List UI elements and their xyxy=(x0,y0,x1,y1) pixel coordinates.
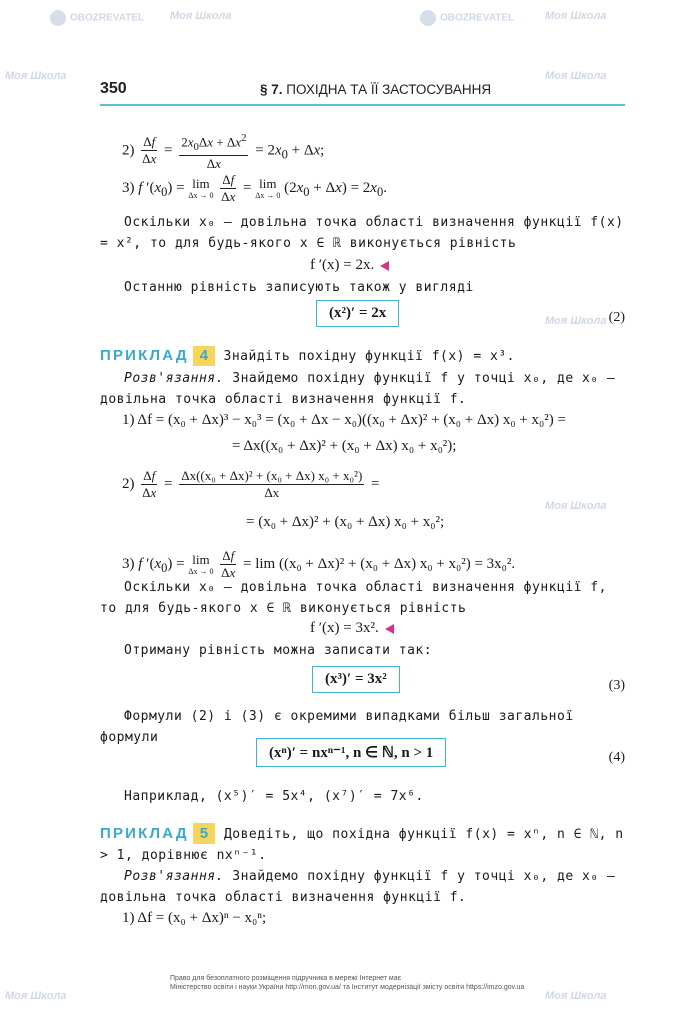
watermark-text: OBOZREVATEL xyxy=(440,12,515,24)
ex4-step-1b: = Δx((x₀ + Δx)² + (x₀ + Δx) x₀ + x₀²); xyxy=(232,438,457,454)
example-5-heading xyxy=(100,823,625,866)
paragraph-6: Наприклад, (x⁵)′ = 5x⁴, (x⁷)′ = 7x⁶. xyxy=(124,789,424,804)
example-label: ПРИКЛАД xyxy=(100,825,189,842)
ex5-step-1: 1) Δf = (x₀ + Δx)ⁿ − x₀ⁿ; xyxy=(122,910,267,926)
watermark-text: Моя Школа xyxy=(545,315,607,327)
section-number: § 7. xyxy=(260,82,283,97)
example-task: Доведіть, що похідна функції f(x) = xⁿ, n ∈ ℕ, n > 1, дорівнює nxⁿ⁻¹. xyxy=(100,827,624,863)
ex4-step-1a: 1) Δf = (x₀ + Δx)³ − x₀³ = (x₀ + Δx − x₀)((x₀ + Δx)² + (x₀ + Δx) x₀ + x₀²) = xyxy=(122,412,566,428)
step-2-formula: 2) $\frac{\Delta f}{\Delta x}$ = $\frac{2x_0\Delta x + \Delta x^2}{\Delta x}$ = $2x_0 + \Delta x$; xyxy=(122,132,325,171)
end-of-solution-icon xyxy=(380,261,389,271)
paragraph-1: Оскільки x₀ — довільна точка області визначення функції f(x) = x², то для будь-якого x ∈ ℝ виконується рівність xyxy=(100,215,624,251)
fraction-denominator: Δx xyxy=(264,485,280,500)
result-text: f ′(x) = 2x. xyxy=(310,257,375,273)
watermark-text: Моя Школа xyxy=(545,500,607,512)
solution-text: Знайдемо похідну функції f у точці x₀, де x₀ — довільна точка області визначення функції f. xyxy=(100,869,616,905)
solution-label: Розв'язання. xyxy=(124,371,224,386)
obozrevatel-logo-icon xyxy=(50,10,66,26)
formula-2-number: (2) xyxy=(608,310,625,325)
result-2 xyxy=(310,618,394,638)
example-number: 4 xyxy=(193,346,215,366)
paragraph-4: Отриману рівність можна записати так: xyxy=(124,643,433,658)
watermark-text: Моя Школа xyxy=(545,10,607,22)
paragraph-2: Останню рівність записують також у вигляді xyxy=(124,280,474,295)
formula-4-number: (4) xyxy=(608,750,625,765)
step-label: 2) xyxy=(122,475,135,492)
paragraph-3: Оскільки x₀ — довільна точка області визначення функції f, то для будь-якого x ∈ ℝ виконується рівність xyxy=(100,580,607,616)
step-label: 2) xyxy=(122,142,135,159)
page-header xyxy=(100,80,625,106)
watermark-logo xyxy=(420,10,514,26)
footer-line: Міністерство освіти і науки України http://mon.gov.ua/ та Інститут модернізації змісту освіти https://imzo.gov.ua xyxy=(170,984,525,991)
step-3-formula: 3) f $'(x_0) = \lim$ Δx → 0 $\frac{\Delta f}{\Delta x}$ = lim Δx → 0 $(2x_0 + \Delta x) = 2x_0$. xyxy=(122,172,387,204)
formula-3-box: (x³)′ = 3x² xyxy=(312,666,400,693)
watermark-text: Моя Школа xyxy=(170,10,232,22)
paragraph-5: Формули (2) і (3) є окремими випадками більш загальної формули xyxy=(100,709,574,745)
example-4-heading xyxy=(100,346,515,367)
formula-4-box: (xⁿ)′ = nxⁿ⁻¹, n ∈ ℕ, n > 1 xyxy=(256,738,446,767)
solution-label: Розв'язання. xyxy=(124,869,224,884)
example-label: ПРИКЛАД xyxy=(100,347,189,364)
watermark-logo xyxy=(50,10,144,26)
page-number: 350 xyxy=(100,80,127,97)
formula-3-number: (3) xyxy=(608,678,625,693)
footer-line: Право для безоплатного розміщення підручника в мережі Інтернет має xyxy=(170,975,402,982)
fraction-numerator: Δx((x₀ + Δx)² + (x₀ + Δx) x₀ + x₀²) xyxy=(181,468,363,483)
ex4-step-2a: 2) $\frac{\Delta f}{\Delta x}$ = $\frac{\text{Δx((x₀ + Δx)² + (x₀ + Δx) x₀ + x₀²)}}{\Delta x}$ = xyxy=(122,468,380,500)
solution-4 xyxy=(100,368,625,410)
section-name: ПОХІДНА ТА ЇЇ ЗАСТОСУВАННЯ xyxy=(286,82,492,97)
solution-text: Знайдемо похідну функції f у точці x₀, де x₀ — довільна точка області визначення функції f. xyxy=(100,371,616,407)
solution-5 xyxy=(100,866,625,908)
end-of-solution-icon xyxy=(385,624,394,634)
ex4-step-2b: = (x₀ + Δx)² + (x₀ + Δx) x₀ + x₀²; xyxy=(246,514,445,530)
watermark-text: Моя Школа xyxy=(5,70,67,82)
ex4-step-3: 3) f $'(x_0) = \lim$ Δx → 0 $\frac{\Delta f}{\Delta x}$ = lim ((x₀ + Δx)² + (x₀ + Δx) x₀ + x₀²) = 3x₀². xyxy=(122,548,516,580)
formula-2-box: (x²)′ = 2x xyxy=(316,300,399,327)
watermark-text: Моя Школа xyxy=(545,70,607,82)
step-3-rhs: = lim ((x₀ + Δx)² + (x₀ + Δx) x₀ + x₀²) = 3x₀². xyxy=(243,555,516,572)
example-task: Знайдіть похідну функції f(x) = x³. xyxy=(223,349,515,364)
page-footer xyxy=(170,974,524,992)
section-title xyxy=(260,82,491,97)
step-label: 3) xyxy=(122,555,135,572)
watermark-text: OBOZREVATEL xyxy=(70,12,145,24)
result-text: f ′(x) = 3x². xyxy=(310,620,379,636)
watermark-text: Моя Школа xyxy=(545,990,607,1002)
obozrevatel-logo-icon xyxy=(420,10,436,26)
watermark-text: Моя Школа xyxy=(5,990,67,1002)
step-label: 3) xyxy=(122,179,135,196)
result-1 xyxy=(310,255,389,275)
example-number: 5 xyxy=(193,823,216,844)
